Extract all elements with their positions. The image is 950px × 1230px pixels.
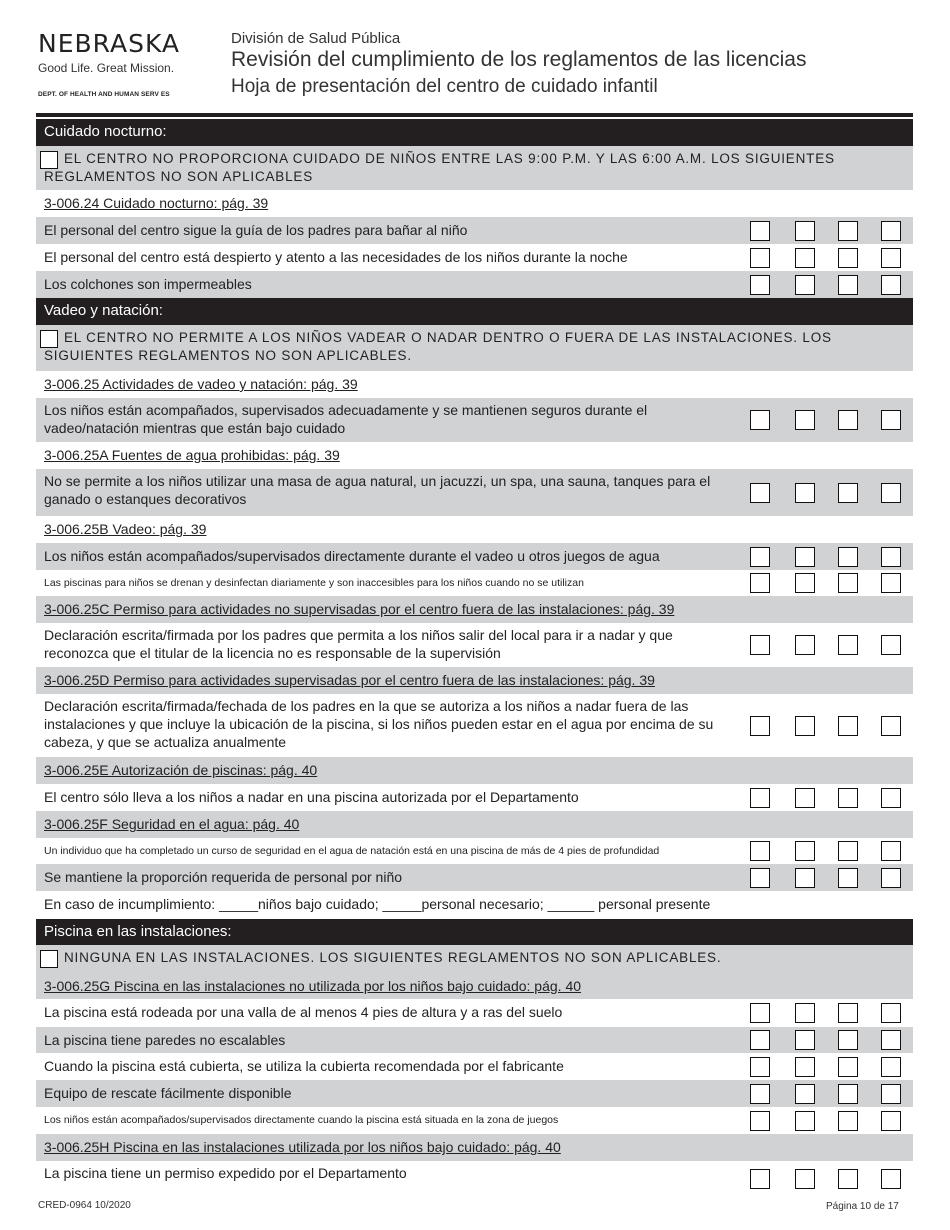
not-applicable-option [36,945,913,973]
checklist-row [36,1080,913,1107]
compliance-checkbox[interactable] [795,1003,815,1023]
compliance-checkbox[interactable] [750,635,770,655]
compliance-checkbox[interactable] [750,1169,770,1189]
regulation-reference [36,667,913,694]
compliance-checkbox[interactable] [881,221,901,241]
checklist-row [36,1053,913,1080]
compliance-checkboxes [750,483,920,503]
compliance-checkbox[interactable] [838,788,858,808]
form-id: CRED-0964 10/2020 [38,1200,131,1211]
section-header [36,119,913,146]
compliance-checkbox[interactable] [750,547,770,567]
checklist-row [36,1161,913,1197]
compliance-checkbox[interactable] [795,1057,815,1077]
compliance-checkbox[interactable] [750,841,770,861]
section-header [36,919,913,945]
regulation-reference-text: 3-006.25E Autorización de piscinas: pág. 40 [44,762,318,778]
compliance-checkbox[interactable] [881,1003,901,1023]
section-title: Piscina en las instalaciones: [44,923,232,940]
regulation-reference [36,516,913,543]
compliance-checkbox[interactable] [795,788,815,808]
regulation-reference [36,442,913,469]
compliance-checkbox[interactable] [795,1030,815,1050]
logo-tagline: Good Life. Great Mission. [38,61,175,75]
checklist-item-text: La piscina tiene paredes no escalables [44,1032,286,1048]
compliance-checkbox[interactable] [838,635,858,655]
compliance-checkbox[interactable] [795,868,815,888]
compliance-checkbox[interactable] [881,547,901,567]
checklist-item-text: El personal del centro sigue la guía de los padres para bañar al niño [44,222,468,238]
compliance-checkbox[interactable] [750,1003,770,1023]
page-header [231,30,806,98]
compliance-checkbox[interactable] [795,635,815,655]
regulation-reference-text: 3-006.25 Actividades de vadeo y natación: pág. 39 [44,376,358,392]
compliance-checkbox[interactable] [750,788,770,808]
compliance-checkboxes [750,275,920,295]
compliance-checkbox[interactable] [750,275,770,295]
compliance-checkboxes [750,221,920,241]
compliance-checkbox[interactable] [750,573,770,593]
header-divider [36,113,913,117]
regulation-reference-text: 3-006.25A Fuentes de agua prohibidas: pág. 39 [44,447,340,463]
compliance-checkbox[interactable] [838,410,858,430]
compliance-checkbox[interactable] [881,1057,901,1077]
section-title: Vadeo y natación: [44,302,163,319]
page-title: Revisión del cumplimiento de los reglamentos de las licencias [231,48,807,71]
compliance-checkbox[interactable] [750,1084,770,1104]
compliance-checkboxes [750,1003,920,1023]
compliance-checkbox[interactable] [838,841,858,861]
compliance-checkbox[interactable] [838,1111,858,1131]
compliance-checkbox[interactable] [881,410,901,430]
compliance-checkboxes [750,868,920,888]
compliance-checkbox[interactable] [750,1057,770,1077]
checklist-row [36,217,913,244]
compliance-checkbox[interactable] [795,221,815,241]
compliance-checkboxes [750,1084,920,1104]
compliance-checkbox[interactable] [750,248,770,268]
compliance-checkbox[interactable] [750,1111,770,1131]
checklist-row [36,398,913,442]
compliance-checkbox[interactable] [838,1084,858,1104]
compliance-checkbox[interactable] [795,716,815,736]
checklist-row [36,891,913,919]
not-applicable-text: EL CENTRO NO PERMITE A LOS NIÑOS VADEAR O NADAR DENTRO O FUERA DE LAS INSTALACIONES. LOS SIGUIENTES REGLAMENTOS NO SON APLICABLES. [44,330,832,363]
compliance-checkbox[interactable] [795,483,815,503]
checklist-row [36,543,913,570]
compliance-checkbox[interactable] [881,788,901,808]
regulation-reference-text: 3-006.25C Permiso para actividades no supervisadas por el centro fuera de las instalaciones: pág. 39 [44,601,675,617]
compliance-checkbox[interactable] [838,1057,858,1077]
regulation-reference [36,1134,913,1161]
regulation-reference-text: 3-006.25D Permiso para actividades supervisadas por el centro fuera de las instalaciones: pág. 39 [44,672,655,688]
regulation-reference [36,811,913,838]
checklist-item-text: Un individuo que ha completado un curso de seguridad en el agua de natación está en una piscina de más de 4 pies de profundidad [44,845,660,857]
logo-dept: DEPT. OF HEALTH AND HUMAN SERV ES [38,91,170,98]
compliance-checkbox[interactable] [795,1111,815,1131]
checklist-row [36,1107,913,1134]
section-header [36,298,913,325]
compliance-checkboxes [750,716,920,736]
logo-wordmark: NEBRASKA [38,29,181,58]
compliance-checkbox[interactable] [795,573,815,593]
compliance-checkbox[interactable] [838,716,858,736]
compliance-checkbox[interactable] [881,573,901,593]
compliance-checkboxes [750,547,920,567]
compliance-checkbox[interactable] [881,275,901,295]
checklist-item-text: Los niños están acompañados, supervisados adecuadamente y se mantienen seguros durante el vadeo/natación mientras que están bajo cuidado [44,402,648,436]
checklist-row [36,623,913,667]
compliance-checkbox[interactable] [838,275,858,295]
compliance-checkbox[interactable] [838,868,858,888]
compliance-checkbox[interactable] [838,573,858,593]
compliance-checkbox[interactable] [838,221,858,241]
compliance-checkbox[interactable] [795,547,815,567]
checklist-item-text: Declaración escrita/firmada/fechada de los padres en la que se autoriza a los niños a nadar fuera de las instalaciones y que incluye la ubicación de la piscina, si los niños pueden estar en el agua por encima de su cabeza, y que se actualiza anualmente [44,698,714,750]
checklist-row [36,864,913,891]
checklist-form [36,119,913,1197]
not-applicable-option [36,146,913,190]
checklist-item-text: Los colchones son impermeables [44,276,252,292]
checklist-row [36,271,913,298]
compliance-checkbox[interactable] [838,248,858,268]
compliance-checkbox[interactable] [795,410,815,430]
compliance-checkbox[interactable] [881,1084,901,1104]
checklist-item-text: En caso de incumplimiento: _____niños bajo cuidado; _____personal necesario; ______ personal presente [44,896,711,912]
page-number: Página 10 de 17 [826,1201,899,1212]
compliance-checkbox[interactable] [881,716,901,736]
checklist-row [36,469,913,516]
compliance-checkboxes [750,1057,920,1077]
compliance-checkbox[interactable] [881,1169,901,1189]
page-subtitle: Hoja de presentación del centro de cuidado infantil [231,76,658,97]
checklist-row [36,999,913,1027]
compliance-checkbox[interactable] [750,716,770,736]
compliance-checkbox[interactable] [795,248,815,268]
division-label: División de Salud Pública [231,30,401,47]
regulation-reference-text: 3-006.24 Cuidado nocturno: pág. 39 [44,195,269,211]
compliance-checkbox[interactable] [881,635,901,655]
compliance-checkbox[interactable] [838,1003,858,1023]
checklist-item-text: Declaración escrita/firmada por los padres que permita a los niños salir del local para ir a nadar y que reconozca que el titular de la licencia no es responsable de la supervisión [44,627,673,661]
regulation-reference [36,371,913,398]
checklist-item-text: Se mantiene la proporción requerida de personal por niño [44,869,403,885]
regulation-reference [36,757,913,784]
regulation-reference [36,190,913,217]
compliance-checkbox[interactable] [795,275,815,295]
compliance-checkbox[interactable] [838,1030,858,1050]
compliance-checkbox[interactable] [750,483,770,503]
checklist-item-text: Equipo de rescate fácilmente disponible [44,1085,292,1101]
compliance-checkboxes [750,248,920,268]
compliance-checkbox[interactable] [881,841,901,861]
checklist-item-text: Los niños están acompañados/supervisados directamente durante el vadeo u otros juegos de agua [44,548,660,564]
compliance-checkboxes [750,410,920,430]
checklist-item-text: Cuando la piscina está cubierta, se utiliza la cubierta recomendada por el fabricante [44,1058,564,1074]
checklist-item-text: No se permite a los niños utilizar una masa de agua natural, un jacuzzi, un spa, una sauna, tanques para el ganado o estanques decorativos [44,473,711,507]
not-applicable-text: EL CENTRO NO PROPORCIONA CUIDADO DE NIÑOS ENTRE LAS 9:00 P.M. Y LAS 6:00 A.M. LOS SIGUIENTES REGLAMENTOS NO SON APLICABLES [44,151,835,184]
compliance-checkboxes [750,841,920,861]
checklist-item-text: La piscina tiene un permiso expedido por el Departamento [44,1165,407,1181]
not-applicable-text: NINGUNA EN LAS INSTALACIONES. LOS SIGUIENTES REGLAMENTOS NO SON APLICABLES. [64,950,722,965]
regulation-reference [36,596,913,623]
checklist-row [36,784,913,811]
regulation-reference-text: 3-006.25H Piscina en las instalaciones utilizada por los niños bajo cuidado: pág. 40 [44,1139,561,1155]
compliance-checkbox[interactable] [881,1030,901,1050]
regulation-reference [36,973,913,999]
compliance-checkbox[interactable] [750,221,770,241]
checklist-row [36,244,913,271]
compliance-checkboxes [750,1111,920,1131]
regulation-reference-text: 3-006.25F Seguridad en el agua: pág. 40 [44,816,300,832]
compliance-checkboxes [750,788,920,808]
compliance-checkbox[interactable] [881,868,901,888]
compliance-checkbox[interactable] [795,1084,815,1104]
compliance-checkboxes [750,635,920,655]
compliance-checkboxes [750,573,920,593]
checklist-item-text: La piscina está rodeada por una valla de al menos 4 pies de altura y a ras del suelo [44,1004,563,1020]
compliance-checkbox[interactable] [795,841,815,861]
not-applicable-option [36,325,913,371]
compliance-checkbox[interactable] [838,1169,858,1189]
section-title: Cuidado nocturno: [44,123,167,140]
compliance-checkbox[interactable] [750,1030,770,1050]
nebraska-dhhs-logo [38,30,208,98]
checklist-item-text: El centro sólo lleva a los niños a nadar en una piscina autorizada por el Departamento [44,789,579,805]
compliance-checkboxes [750,1030,920,1050]
checklist-item-text: Los niños están acompañados/supervisados directamente cuando la piscina está situada en la zona de juegos [44,1114,559,1126]
regulation-reference-text: 3-006.25G Piscina en las instalaciones no utilizada por los niños bajo cuidado: pág. 40 [44,978,582,994]
compliance-checkbox[interactable] [881,1111,901,1131]
checklist-row [36,570,913,596]
regulation-reference-text: 3-006.25B Vadeo: pág. 39 [44,521,207,537]
checklist-row [36,694,913,757]
checklist-row [36,838,913,864]
compliance-checkbox[interactable] [795,1169,815,1189]
compliance-checkbox[interactable] [750,410,770,430]
compliance-checkboxes [750,1169,920,1189]
checklist-row [36,1027,913,1053]
compliance-checkbox[interactable] [881,248,901,268]
compliance-checkbox[interactable] [838,483,858,503]
compliance-checkbox[interactable] [750,868,770,888]
checklist-item-text: El personal del centro está despierto y atento a las necesidades de los niños durante la noche [44,249,628,265]
checklist-item-text: Las piscinas para niños se drenan y desinfectan diariamente y son inaccesibles para los niños cuando no se utilizan [44,577,584,589]
compliance-checkbox[interactable] [881,483,901,503]
compliance-checkbox[interactable] [838,547,858,567]
